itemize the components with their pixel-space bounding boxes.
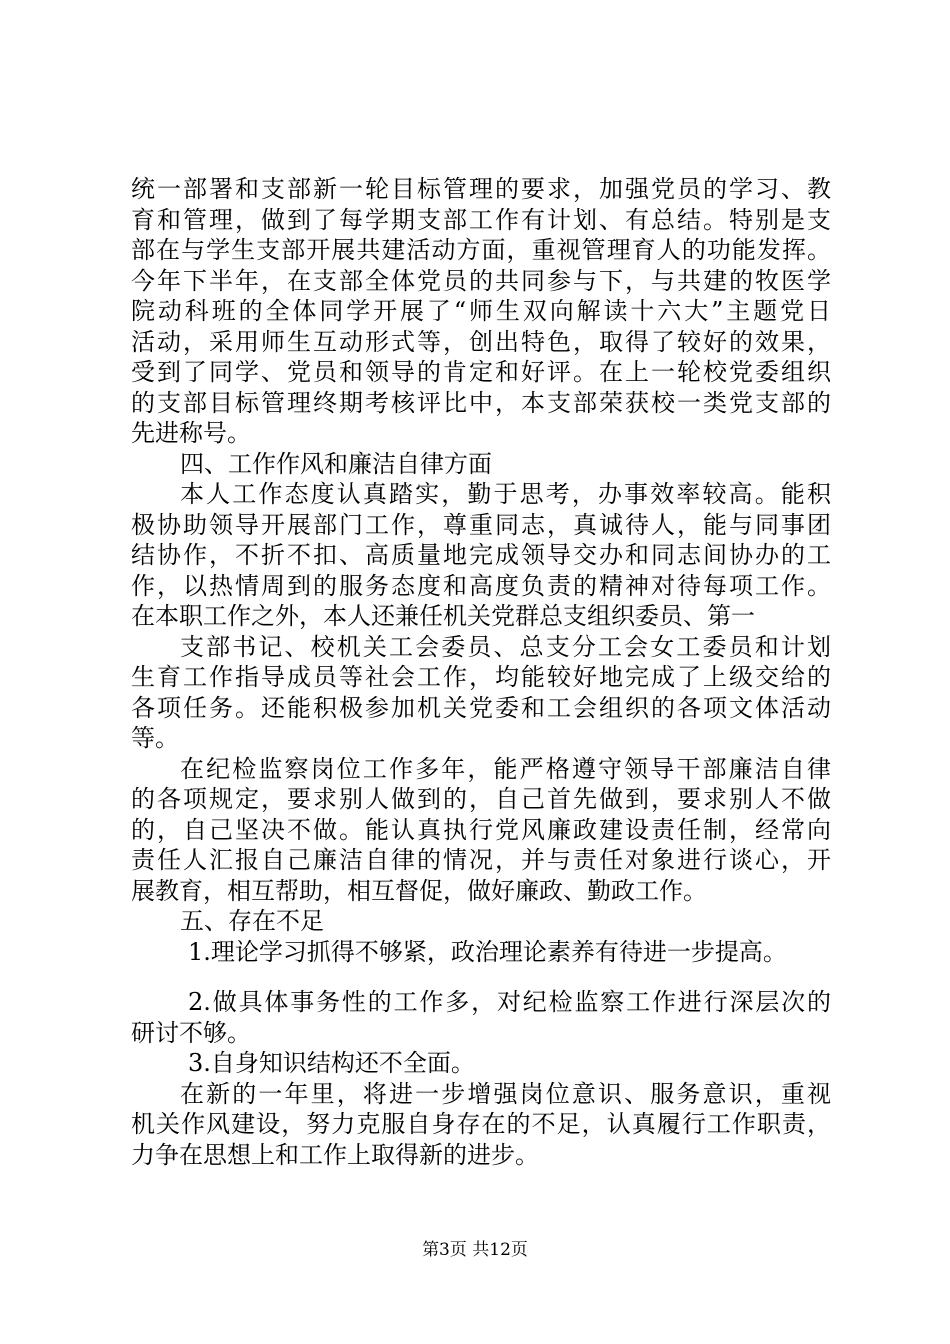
text-line: 的支部目标管理终期考核评比中，本支部荣获校一类党支部的	[131, 388, 831, 417]
paragraph-first-line: 支部书记、校机关工会委员、总支分工会女工委员和计划	[180, 632, 831, 661]
section-heading: 四、工作作风和廉洁自律方面	[180, 449, 492, 478]
text-line: 部在与学生支部开展共建活动方面，重视管理育人的功能发挥。	[131, 236, 831, 264]
paragraph-first-line: 在新的一年里，将进一步增强岗位意识、服务意识，重视	[180, 1079, 831, 1108]
text-line: 今年下半年，在支部全体党员的共同参与下，与共建的牧医学	[131, 266, 831, 295]
text-line: 统一部署和支部新一轮目标管理的要求，加强党员的学习、教	[131, 175, 831, 203]
text-line: 极协助领导开展部门工作，尊重同志，真诚待人，能与同事团	[131, 510, 831, 539]
text-line: 在本职工作之外，本人还兼任机关党群总支组织委员、第一	[131, 602, 755, 630]
page-number-footer: 第3页 共12页	[422, 1240, 528, 1260]
list-item: 3.自身知识结构还不全面。	[188, 1049, 475, 1077]
list-item: 1.理论学习抓得不够紧，政治理论素养有待进一步提高。	[188, 937, 787, 966]
list-item: 2.做具体事务性的工作多，对纪检监察工作进行深层次的	[188, 988, 831, 1016]
text-line: 展教育，相互帮助，相互督促，做好廉政、勤政工作。	[131, 876, 707, 905]
text-line: 生育工作指导成员等社会工作，均能较好地完成了上级交给的	[131, 663, 831, 691]
text-line: 结协作，不折不扣、高质量地完成领导交办和同志间协办的工	[131, 541, 831, 569]
paragraph-first-line: 本人工作态度认真踏实，勤于思考，办事效率较高。能积	[180, 480, 831, 508]
text-line: 的，自己坚决不做。能认真执行党风廉政建设责任制，经常向	[131, 815, 831, 844]
paragraph-first-line: 在纪检监察岗位工作多年，能严格遵守领导干部廉洁自律	[180, 754, 831, 783]
text-line: 作，以热情周到的服务态度和高度负责的精神对待每项工作。	[131, 571, 831, 600]
text-line: 等。	[131, 724, 179, 752]
text-line: 育和管理，做到了每学期支部工作有计划、有总结。特别是支	[131, 205, 831, 234]
text-line: 受到了同学、党员和领导的肯定和好评。在上一轮校党委组织	[131, 358, 831, 386]
text-line: 各项任务。还能积极参加机关党委和工会组织的各项文体活动	[131, 693, 831, 722]
section-heading: 五、存在不足	[180, 907, 324, 935]
text-line: 院动科班的全体同学开展了“师生双向解读十六大”主题党日	[131, 297, 831, 325]
text-line: 活动，采用师生互动形式等，创出特色，取得了较好的效果，	[131, 327, 831, 356]
text-line: 先进称号。	[131, 419, 251, 447]
text-line: 力争在思想上和工作上取得新的进步。	[131, 1140, 539, 1169]
text-line: 研讨不够。	[131, 1018, 251, 1047]
text-line: 责任人汇报自己廉洁自律的情况，并与责任对象进行谈心，开	[131, 846, 831, 874]
text-line: 机关作风建设，努力克服自身存在的不足，认真履行工作职责，	[131, 1110, 831, 1138]
text-line: 的各项规定，要求别人做到的，自己首先做到，要求别人不做	[131, 785, 831, 813]
